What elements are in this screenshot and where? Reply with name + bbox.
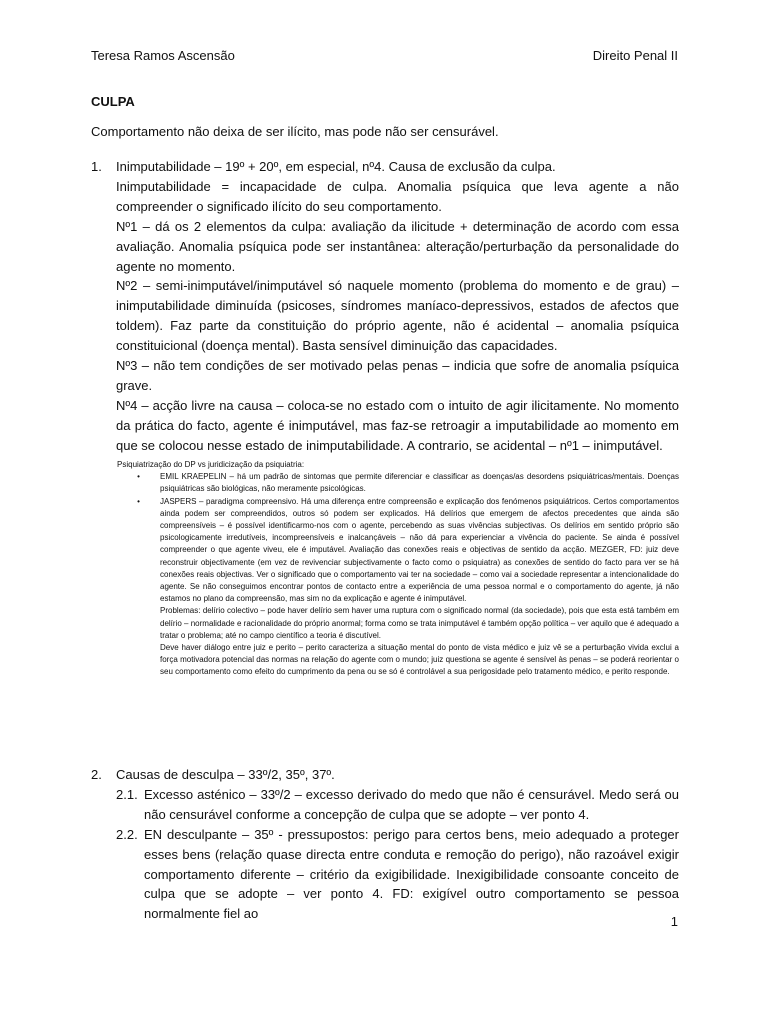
section-content xyxy=(116,157,679,456)
section-1 xyxy=(91,157,679,456)
section-heading: Causas de desculpa – 33º/2, 35º, 37º. xyxy=(116,767,335,782)
bullet-icon: • xyxy=(137,472,140,482)
subsection xyxy=(116,785,679,825)
bullet-text: EMIL KRAEPELIN – há um padrão de sintomas que permite diferenciar e classificar as doenças/as desordens psiquiátricas/mentais. Doenças psiquiátricas são biológicas, não meramente psicológicas. xyxy=(160,472,679,494)
paragraph: Inimputabilidade = incapacidade de culpa. Anomalia psíquica que leva agente a não compreender o significado ilícito do seu comportamento. xyxy=(116,178,679,214)
note-paragraph: Problemas: delírio colectivo – pode haver delírio sem haver uma ruptura com o significado normal (da sociedade), pois que esta está também em delírio – normalidade e racionalidade do próprio anormal; forma como se trata inimputável é também opção política – ver aquilo que é adequado a tratar o problema; até no campo científico a teoria é discutível. xyxy=(160,606,679,640)
list-item xyxy=(91,157,679,456)
subsection-text: Excesso asténico – 33º/2 – excesso derivado do medo que não é censurável. Medo será ou não censurável conforme a concepção de culpa que se adopte – ver ponto 4. xyxy=(144,786,679,822)
page-title: CULPA xyxy=(91,94,135,109)
header-course: Direito Penal II xyxy=(592,48,678,63)
page-number: 1 xyxy=(670,914,678,929)
paragraph: Nº1 – dá os 2 elementos da culpa: avaliação da ilicitude + determinação de acordo com essa avaliação. Anomalia psíquica pode ser instantânea: alteração/perturbação da personalidade do agente no momento. xyxy=(116,218,679,274)
list-item xyxy=(117,471,679,495)
subsection xyxy=(116,825,679,925)
bullet-icon: • xyxy=(137,496,140,506)
paragraph: Inimputabilidade – 19º + 20º, em especial, nº4. Causa de exclusão da culpa. xyxy=(116,159,556,174)
paragraph: Nº2 – semi-inimputável/inimputável só naquele momento (problema do momento e de grau) – inimputabilidade diminuída (psicoses, síndromes maníaco-depressivos, estados de afectos que toldem). Faz parte da constituição do próprio agente, não é acidental – anomalia psíquica constituicional (doença mental). Basta sensível diminuição das capacidades. xyxy=(116,278,679,354)
intro-paragraph: Comportamento não deixa de ser ilícito, mas pode não ser censurável. xyxy=(91,124,499,139)
section-number: 1. xyxy=(91,159,102,174)
section-number: 2. xyxy=(91,767,102,782)
subsection-number: 2.1. xyxy=(116,786,138,802)
list-item xyxy=(117,496,679,606)
note-heading: Psiquiatrização do DP vs juridicização da psiquiatria: xyxy=(117,460,305,469)
list-item xyxy=(91,765,679,924)
bullet-text: JASPERS – paradigma compreensivo. Há uma diferença entre compreensão e explicação dos fenómenos psiquiátricos. Certos comportamentos ainda podem ser compreendidos, outros só podem ser explicados. Há delírios que emergem de afectos precedentes que ainda são compreensíveis – é possível identificarmo-nos com o agente, percebendo as suas vivências subjectivas. Os delírios em sentido próprio são psicologicamente irredutíveis, incompreensíveis e inalcançáveis – não dá para experienciar a vivência do paciente. Se ainda é possível compreender o que agente viveu, ele é imputável. Avaliação das conexões reais e objectivas de sentido da acção. MEZGER, FD: juiz deve reconstruir objectivamente (em vez de revivenciar subjectivamente o facto como o psiquiatra) as conexões de sentido do facto para ver se há conexões reais objectivas. Ver o significado que o comportamento vai ter na sociedade – como vai a sociedade representar a intencionalidade do agente. Se não conseguimos encontrar pontos de contacto entre a experiência de uma pessoa normal e o comportamento do agente, já não estamos no plano da compreensão, mas sim no da explicação e agente é inimputável. xyxy=(160,496,679,604)
paragraph: Nº3 – não tem condições de ser motivado pelas penas – indicia que sofre de anomalia psíquica grave. xyxy=(116,358,679,393)
section-content xyxy=(116,765,679,924)
paragraph: Nº4 – acção livre na causa – coloca-se no estado com o intuito de agir ilicitamente. No momento da prática do facto, agente é inimputável, mas faz-se retroagir a imputabilidade ao momento em que se colocou nesse estado de inimputabilidade. A contrario, se acidental – nº1 – inimputável. xyxy=(116,397,679,453)
subsection-number: 2.2. xyxy=(116,826,138,842)
subsection-text: EN desculpante – 35º - pressupostos: perigo para certos bens, meio adequado a proteger esses bens (relação quase directa entre conduta e remoção do perigo), não razoável exigir comportamento diferente – critério da exigibilidade. Inexigibilidade consoante conceito de culpa que se adopte – ver ponto 4. FD: exigível outro comportamento se pessoa normalmente fiel ao xyxy=(144,826,679,922)
note-block xyxy=(117,459,679,679)
note-list xyxy=(117,471,679,605)
section-2 xyxy=(91,765,679,924)
note-paragraph: Deve haver diálogo entre juiz e perito – perito caracteriza a situação mental do ponto de vista médico e juiz vê se a perturbação vivida exclui a força motivadora potencial das normas na relação do agente com o mundo; juiz questiona se agente é sensível às penas – se poderá reorientar o seu comportamento como efeito do cumprimento da pena ou se só é controlável a sua perigosidade pelo tratamento médico, e perito responde. xyxy=(160,643,679,677)
header-author: Teresa Ramos Ascensão xyxy=(91,48,235,63)
